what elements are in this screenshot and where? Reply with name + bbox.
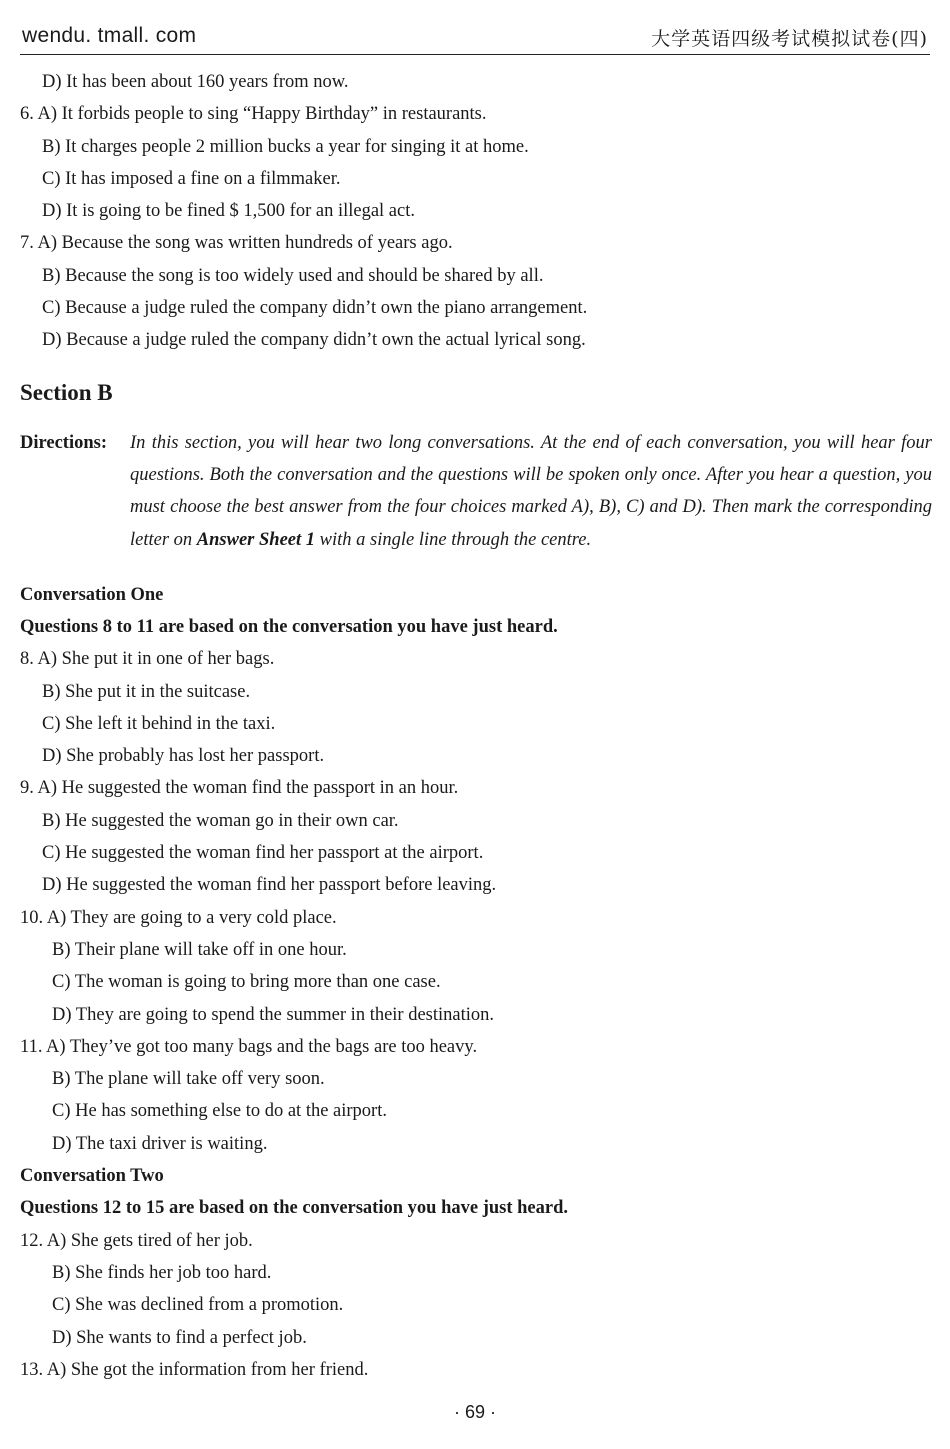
conversation-one-title: Conversation One <box>20 584 164 605</box>
section-title: Section B <box>20 379 113 405</box>
option-line: D) They are going to spend the summer in their destination. <box>52 1004 495 1025</box>
header-website: wendu. tmall. com <box>22 24 197 47</box>
option-line: B) She put it in the suitcase. <box>42 681 251 702</box>
directions-block <box>20 427 932 557</box>
answer-sheet-emphasis: Answer Sheet 1 <box>196 529 316 550</box>
option-line: C) The woman is going to bring more than one case. <box>52 972 441 993</box>
conversation-two-title: Conversation Two <box>20 1166 164 1187</box>
option-line: D) Because a judge ruled the company didn’t own the actual lyrical song. <box>42 330 586 351</box>
option-line: D) He suggested the woman find her passport before leaving. <box>42 875 497 896</box>
option-line: D) It is going to be fined $ 1,500 for an illegal act. <box>42 201 415 222</box>
question-line: 12. A) She gets tired of her job. <box>20 1230 253 1251</box>
option-line: B) Because the song is too widely used and should be shared by all. <box>42 265 544 286</box>
option-line: C) Because a judge ruled the company didn’t own the piano arrangement. <box>42 298 588 319</box>
question-line: 13. A) She got the information from her friend. <box>20 1359 369 1380</box>
option-line: D) The taxi driver is waiting. <box>52 1133 268 1154</box>
option-line: B) The plane will take off very soon. <box>52 1069 325 1090</box>
directions-label: Directions: <box>20 432 107 453</box>
option-line: C) He has something else to do at the airport. <box>52 1101 387 1122</box>
option-line: D) She wants to find a perfect job. <box>52 1327 307 1348</box>
question-line: 8. A) She put it in one of her bags. <box>20 649 275 670</box>
directions-text-part2: with a single line through the centre. <box>315 529 592 550</box>
option-line: B) He suggested the woman go in their own car. <box>42 810 399 831</box>
page-header <box>20 22 930 55</box>
question-line: 6. A) It forbids people to sing “Happy Birthday” in restaurants. <box>20 104 487 125</box>
directions-text <box>130 427 932 556</box>
option-line: C) It has imposed a fine on a filmmaker. <box>42 168 341 189</box>
question-line: 11. A) They’ve got too many bags and the bags are too heavy. <box>20 1036 478 1057</box>
option-line: C) She left it behind in the taxi. <box>42 713 276 734</box>
option-line: C) She was declined from a promotion. <box>52 1295 344 1316</box>
option-line: B) Their plane will take off in one hour. <box>52 939 347 960</box>
option-line: B) It charges people 2 million bucks a year for singing it at home. <box>42 136 529 157</box>
option-line: D) It has been about 160 years from now. <box>42 72 349 92</box>
question-line: 9. A) He suggested the woman find the passport in an hour. <box>20 778 459 799</box>
option-line: B) She finds her job too hard. <box>52 1262 272 1283</box>
question-line: 7. A) Because the song was written hundreds of years ago. <box>20 233 453 254</box>
page-content <box>20 66 932 1386</box>
conversation-two-subtitle: Questions 12 to 15 are based on the conversation you have just heard. <box>20 1198 568 1219</box>
option-line: D) She probably has lost her passport. <box>42 746 325 767</box>
directions-text-part1: In this section, you will hear two long conversations. At the end of each conversation, you will hear four questions. Both the conversation and the questions will be spoken only once. After you hear a question, you must choose the best answer from the four choices marked A), B), C) and D). Then mark the corresponding letter on <box>130 432 932 550</box>
question-line: 10. A) They are going to a very cold place. <box>20 907 337 928</box>
header-exam-title: 大学英语四级考试模拟试卷(四) <box>651 28 928 50</box>
page-number: · 69 · <box>453 1402 496 1422</box>
conversation-one-subtitle: Questions 8 to 11 are based on the conversation you have just heard. <box>20 616 558 637</box>
option-line: C) He suggested the woman find her passport at the airport. <box>42 843 484 864</box>
